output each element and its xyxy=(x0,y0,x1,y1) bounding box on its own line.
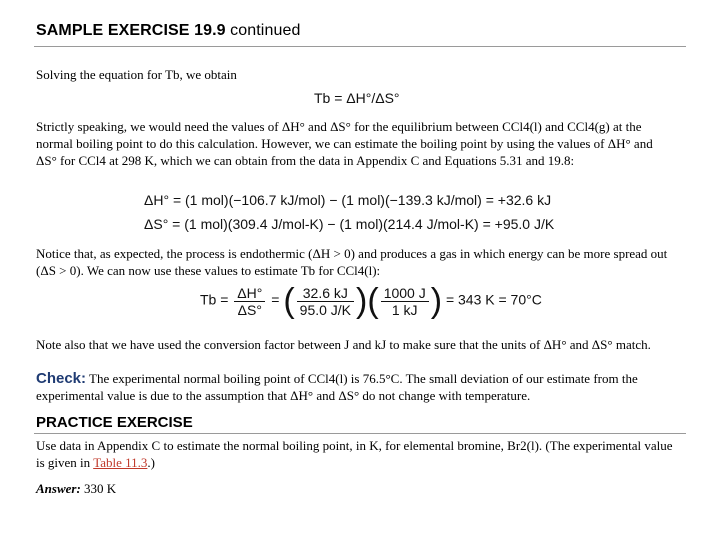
close-paren: ) xyxy=(356,282,368,320)
intro-paragraph: Solving the equation for Tb, we obtain xyxy=(36,67,237,82)
title-main: SAMPLE EXERCISE 19.9 xyxy=(36,22,226,39)
check-paragraph xyxy=(36,370,676,404)
fraction-denominator: 1 kJ xyxy=(391,301,418,318)
fraction-denominator: 95.0 J/K xyxy=(299,301,352,318)
equation-entropy: ΔS° = (1 mol)(309.4 J/mol-K) − (1 mol)(214.4 J/mol-K) = +95.0 J/K xyxy=(144,216,555,232)
units-note-paragraph: Note also that we have used the conversion factor between J and kJ to make sure that the units of ΔH° and ΔS° match. xyxy=(36,337,651,352)
answer-label: Answer: xyxy=(36,481,81,496)
strictly-speaking-paragraph: Strictly speaking, we would need the values of ΔH° and ΔS° for the equilibrium between CCl4(l) and CCl4(g) at the normal boiling point to do this calculation. However, we can estimate the boiling point by using the values of ΔH° and ΔS° for CCl4 at 298 K, which we can obtain from the data in Appendix C and Equations 5.31 and 19.8: xyxy=(36,119,653,168)
practice-text-end: .) xyxy=(147,455,155,470)
fraction-values xyxy=(297,285,354,318)
equation-boiling-point: Tb = ΔH°/ΔS° xyxy=(314,90,400,106)
endothermic-paragraph: Notice that, as expected, the process is endothermic (ΔH > 0) and produces a gas in which energy can be more spread out (ΔS > 0). We can now use these values to estimate Tb for CCl4(l): xyxy=(36,246,668,278)
title-divider xyxy=(34,46,686,47)
check-text: The experimental normal boiling point of CCl4(l) is 76.5°C. The small deviation of our estimate from the experimental value is due to the assumption that ΔH° and ΔS° do not change with temperature. xyxy=(36,371,638,403)
page-title xyxy=(36,22,300,40)
open-paren: ( xyxy=(367,282,379,320)
practice-paragraph xyxy=(36,437,676,471)
fraction-numerator: 32.6 kJ xyxy=(297,285,354,302)
table-link[interactable]: Table 11.3 xyxy=(93,455,148,470)
fraction-numerator: 1000 J xyxy=(381,285,429,302)
title-continued: continued xyxy=(225,22,301,39)
equation-enthalpy: ΔH° = (1 mol)(−106.7 kJ/mol) − (1 mol)(−139.3 kJ/mol) = +32.6 kJ xyxy=(144,192,552,208)
close-paren: ) xyxy=(430,282,443,320)
fraction-numerator: ΔH° xyxy=(234,285,265,302)
fraction-denominator: ΔS° xyxy=(237,301,262,318)
tb-lhs: Tb = xyxy=(200,291,229,308)
equals-sign: = xyxy=(271,291,280,308)
open-paren: ( xyxy=(283,282,295,320)
tb-result: = 343 K = 70°C xyxy=(445,291,542,308)
check-label: Check: xyxy=(36,370,87,387)
equation-tb-calc xyxy=(200,284,542,318)
fraction-conversion xyxy=(381,285,429,318)
practice-text: Use data in Appendix C to estimate the normal boiling point, in K, for elemental bromine, Br2(l). (The experimental value is given in xyxy=(36,438,673,470)
answer-line xyxy=(36,480,676,497)
answer-value: 330 K xyxy=(80,481,117,496)
fraction-dh-ds xyxy=(234,285,265,318)
practice-heading: PRACTICE EXERCISE xyxy=(36,414,193,431)
practice-divider xyxy=(34,433,686,434)
